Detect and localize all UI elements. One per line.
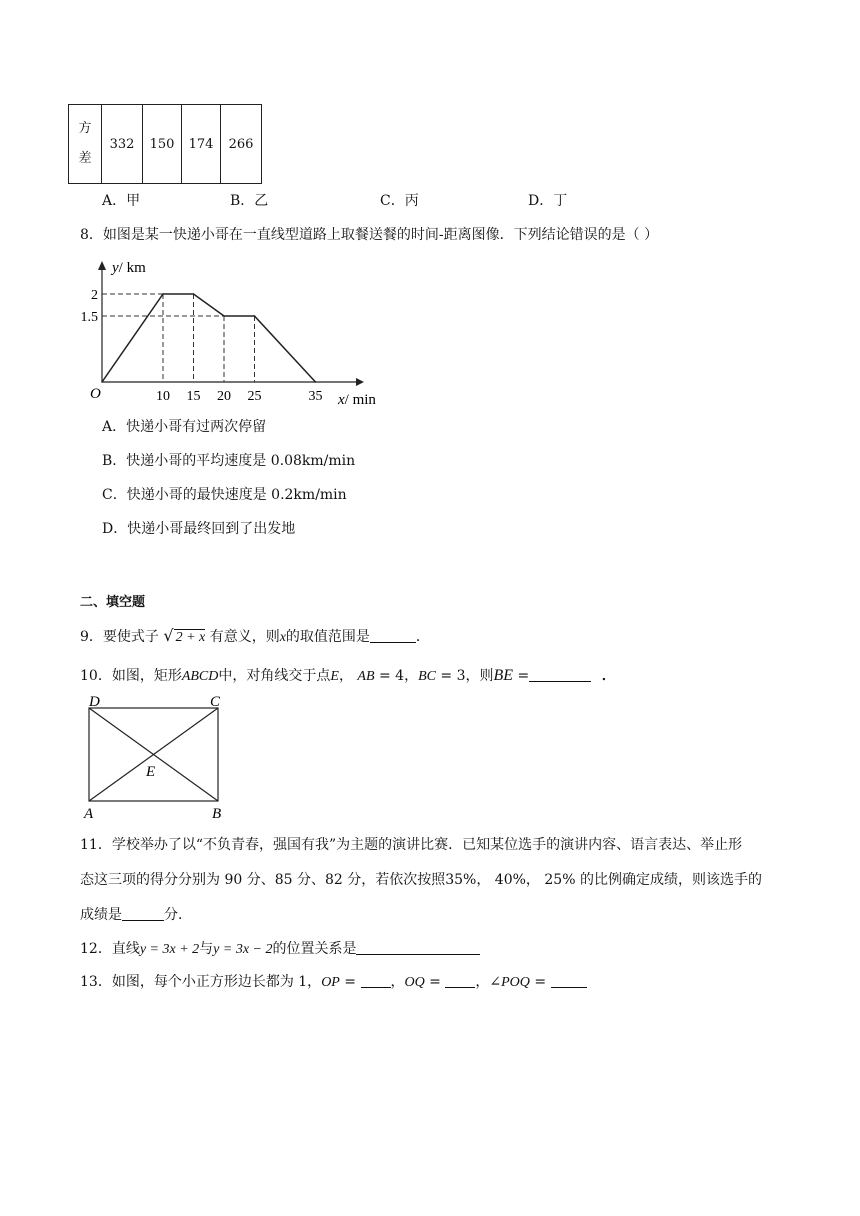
- option-text: 快递小哥的最快速度是 0.2km/min: [126, 487, 347, 503]
- section-title: 二、填空题: [80, 595, 146, 610]
- question-text: ，: [338, 668, 353, 684]
- segment-bc: BC: [418, 669, 436, 684]
- label-e: E: [146, 764, 156, 780]
- row-header-cell: [69, 105, 102, 184]
- equals: =: [339, 974, 361, 990]
- equation: y = 3x + 2: [139, 942, 200, 957]
- question-text: 中，对角线交于点: [218, 668, 331, 684]
- radical-sign: √: [163, 626, 174, 645]
- value: = 4: [374, 668, 405, 684]
- answer-blank[interactable]: [122, 906, 164, 921]
- q13: [80, 973, 587, 992]
- question-text: 的位置关系是: [272, 941, 357, 957]
- radicand: 2 + x: [175, 630, 206, 645]
- variable: x: [279, 630, 286, 645]
- q8-option-b: [102, 452, 355, 470]
- segment-op: OP: [321, 975, 340, 990]
- option-text: 快递小哥的平均速度是 0.08km/min: [126, 453, 356, 469]
- table-cell: 174: [182, 105, 221, 184]
- punct: ，: [475, 974, 490, 990]
- y-tick-label: 1.5: [80, 310, 98, 325]
- question-text: 的取值范围是: [285, 629, 370, 645]
- option-letter: D．: [528, 193, 554, 209]
- question-text: 如图，每个小正方形边长都为 1，: [111, 974, 322, 990]
- question-text: 与: [199, 941, 214, 957]
- answer-blank[interactable]: [370, 628, 416, 643]
- q8-stem: [80, 226, 658, 244]
- label-b: B: [212, 806, 222, 822]
- question-text: 如图是某一快递小哥在一直线型道路上取餐送餐的时间-距离图像．下列结论错误的是（ ）: [102, 227, 659, 243]
- option-letter: A．: [102, 193, 127, 209]
- option-letter: C．: [102, 487, 127, 503]
- rect-name: ABCD: [181, 669, 219, 684]
- equals: =: [529, 974, 551, 990]
- x-tick-label: 15: [186, 389, 201, 404]
- question-number: 10．: [80, 668, 112, 684]
- option-text: 丙: [404, 193, 419, 209]
- time-distance-chart: [80, 254, 400, 410]
- value: =: [513, 668, 530, 684]
- option-letter: C．: [380, 193, 405, 209]
- option-text: 快递小哥有过两次停留: [126, 419, 267, 435]
- question-text: ，: [404, 668, 419, 684]
- q7-option-c: [380, 192, 419, 210]
- question-text: 成绩是: [80, 907, 122, 923]
- variance-table: [68, 104, 262, 184]
- question-text: ，则: [465, 668, 494, 684]
- point-name: E: [330, 669, 339, 684]
- q10: [80, 667, 616, 686]
- question-number: 9．: [80, 629, 103, 645]
- y-tick-label: 2: [91, 288, 98, 303]
- q8-option-d: [102, 520, 295, 538]
- punct: ，: [390, 974, 405, 990]
- data-point: [254, 315, 256, 317]
- option-letter: D．: [102, 521, 128, 537]
- x-tick-label: 35: [308, 389, 323, 404]
- option-text: 甲: [126, 193, 141, 209]
- option-text: 快递小哥最终回到了出发地: [127, 521, 296, 537]
- question-text: 要使式子: [102, 629, 159, 645]
- table-row: [69, 105, 262, 184]
- q12: [80, 940, 480, 959]
- q11-line3: [80, 906, 192, 924]
- q11-line2: 态这三项的得分分别为 90 分、85 分、82 分，若依次按照35%， 40%， 25% 的比例确定成绩，则该选手的: [80, 872, 762, 888]
- question-text: 直线: [111, 941, 140, 957]
- question-text: 分．: [164, 907, 192, 923]
- option-letter: B．: [230, 193, 255, 209]
- q7-option-a: [102, 192, 140, 210]
- row-header-char: 方: [78, 121, 92, 136]
- segment-oq: OQ: [404, 975, 425, 990]
- row-header-char: 差: [78, 151, 92, 166]
- q11-line1: 11．学校举办了以“不负青春，强国有我”为主题的演讲比赛．已知某位选手的演讲内容、语言表达、举止形: [80, 837, 743, 853]
- x-axis-label: x/ min: [338, 392, 376, 408]
- origin-label: O: [90, 386, 101, 402]
- question-text: 如图，矩形: [111, 668, 182, 684]
- table-cell: 332: [102, 105, 143, 184]
- segment-ab: AB: [357, 669, 375, 684]
- punct: ．: [415, 629, 430, 645]
- q8-option-a: [102, 418, 266, 436]
- data-point: [162, 293, 164, 295]
- option-letter: A．: [102, 419, 127, 435]
- label-a: A: [84, 806, 94, 822]
- label-c: C: [210, 694, 221, 710]
- q8-option-c: [102, 486, 347, 504]
- label-d: D: [89, 694, 100, 710]
- answer-blank[interactable]: [445, 973, 475, 988]
- question-number: 12．: [80, 941, 112, 957]
- table-cell: 150: [143, 105, 182, 184]
- sqrt-expression: [163, 627, 205, 647]
- y-axis-label: y/ km: [112, 260, 146, 276]
- answer-blank[interactable]: [551, 973, 587, 988]
- question-number: 8．: [80, 227, 103, 243]
- q9: [80, 627, 430, 647]
- x-tick-label: 25: [247, 389, 262, 404]
- segment-be: BE: [493, 667, 514, 684]
- equation: y = 3x − 2: [213, 942, 273, 957]
- x-axis-arrow: [356, 378, 364, 386]
- y-axis-arrow: [98, 261, 106, 270]
- answer-blank[interactable]: [361, 973, 391, 988]
- data-point: [193, 293, 195, 295]
- question-number: 13．: [80, 974, 112, 990]
- q7-option-d: [528, 192, 567, 210]
- value: = 3: [435, 668, 466, 684]
- question-text: 有意义，则: [209, 629, 280, 645]
- option-text: 乙: [254, 193, 269, 209]
- option-letter: B．: [102, 453, 127, 469]
- answer-blank[interactable]: [529, 667, 591, 682]
- table-cell: 266: [221, 105, 262, 184]
- data-point: [315, 381, 317, 383]
- data-point: [223, 315, 225, 317]
- distance-series-line: [102, 294, 316, 382]
- q7-option-b: [230, 192, 268, 210]
- x-tick-label: 10: [156, 389, 170, 404]
- angle-poq: ∠POQ: [489, 975, 530, 990]
- data-point: [101, 381, 103, 383]
- answer-blank[interactable]: [356, 940, 480, 955]
- x-tick-label: 20: [217, 389, 231, 404]
- punct: ．: [601, 668, 616, 684]
- rectangle-figure: [80, 692, 230, 822]
- option-text: 丁: [553, 193, 568, 209]
- equals: =: [424, 974, 446, 990]
